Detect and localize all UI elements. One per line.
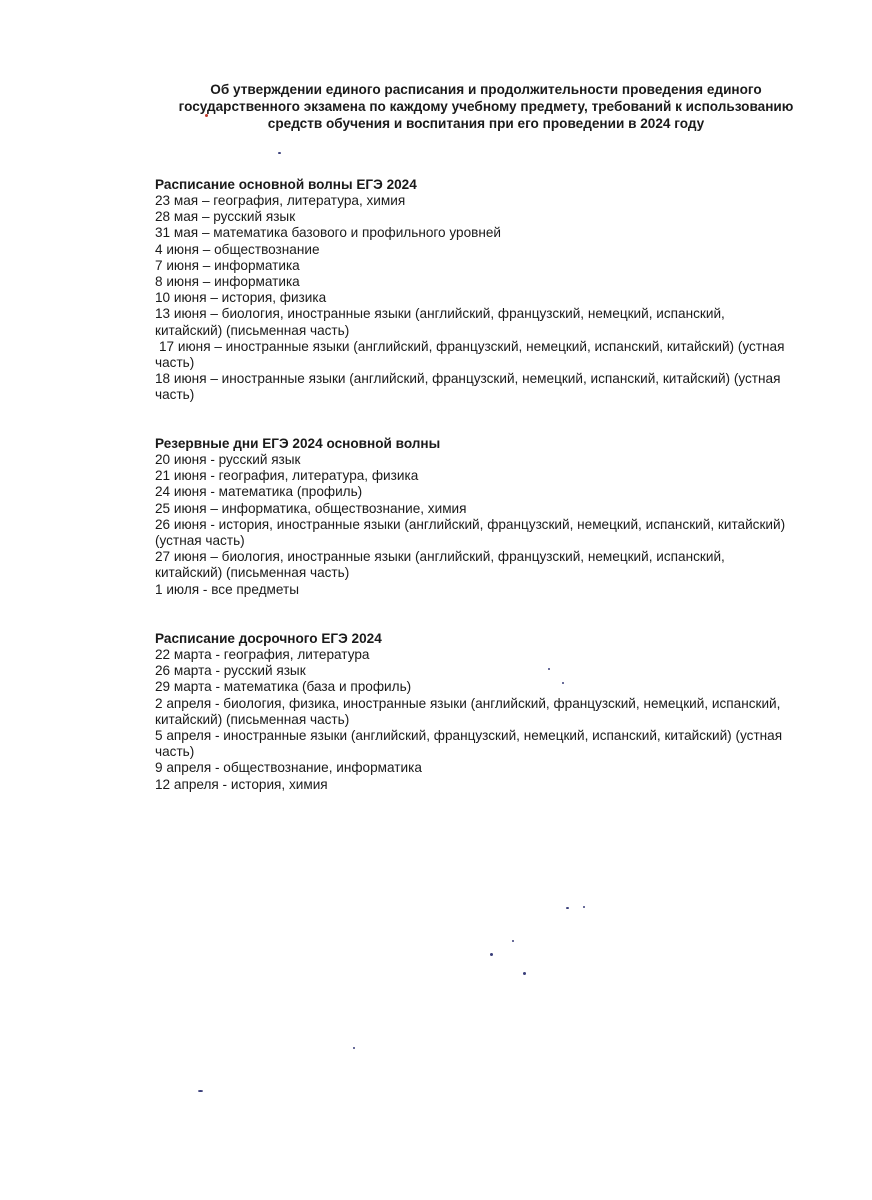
reserve-days-section [155, 436, 820, 598]
scan-speck [353, 1047, 355, 1049]
schedule-line: 17 июня – иностранные языки (английский, французский, немецкий, испанский, китайский) (устная [159, 338, 785, 354]
scan-speck [512, 940, 514, 942]
schedule-line: 1 июля - все предметы [155, 581, 299, 597]
schedule-line: 10 июня – история, физика [155, 290, 327, 306]
scan-speck [566, 907, 569, 909]
scan-speck [278, 152, 281, 154]
scan-speck [583, 906, 585, 908]
schedule-line: китайский) (письменная часть) [155, 565, 350, 581]
schedule-line: 28 мая – русский язык [155, 209, 296, 225]
main-wave-section [155, 177, 820, 404]
scan-speck [562, 682, 564, 684]
title-line: Об утверждении единого расписания и продолжительности проведения единого [210, 82, 762, 97]
schedule-line: 18 июня – иностранные языки (английский, французский, немецкий, испанский, китайский) (устная [155, 371, 781, 387]
scan-speck [548, 668, 550, 670]
section-heading: Резервные дни ЕГЭ 2024 основной волны [155, 436, 441, 451]
schedule-line: китайский) (письменная часть) [155, 322, 350, 338]
schedule-line: 24 июня - математика (профиль) [155, 484, 363, 500]
schedule-line: 22 марта - география, литература [155, 647, 370, 662]
schedule-line: 27 июня – биология, иностранные языки (английский, французский, немецкий, испанский, [155, 549, 725, 565]
schedule-line: 23 мая – география, литература, химия [155, 193, 406, 208]
schedule-line: (устная часть) [155, 533, 245, 549]
schedule-line: часть) [155, 355, 195, 371]
scan-speck [198, 1090, 203, 1092]
schedule-line: 4 июня – обществознание [155, 241, 320, 257]
scan-speck [205, 114, 208, 117]
schedule-line: 12 апреля - история, химия [155, 776, 328, 792]
schedule-line: 7 июня – информатика [155, 257, 300, 273]
schedule-line: 26 марта - русский язык [155, 663, 306, 679]
title-line: государственного экзамена по каждому учебному предмету, требований к использованию [178, 99, 794, 114]
scan-speck [490, 953, 493, 956]
schedule-line: 21 июня - география, литература, физика [155, 468, 419, 484]
schedule-line: 5 апреля - иностранные языки (английский, французский, немецкий, испанский, китайский) (устная [155, 728, 783, 744]
document-title [150, 81, 822, 132]
schedule-line: 26 июня - история, иностранные языки (английский, французский, немецкий, испанский, китайский) [155, 516, 786, 532]
schedule-line: 29 марта - математика (база и профиль) [155, 679, 412, 695]
schedule-line: 8 июня – информатика [155, 274, 300, 290]
section-heading: Расписание досрочного ЕГЭ 2024 [155, 631, 382, 646]
schedule-line: часть) [155, 744, 195, 760]
title-line: средств обучения и воспитания при его проведении в 2024 году [267, 116, 705, 131]
schedule-line: 13 июня – биология, иностранные языки (английский, французский, немецкий, испанский, [155, 306, 725, 322]
schedule-line: 9 апреля - обществознание, информатика [155, 760, 422, 776]
scan-speck [523, 972, 526, 975]
early-wave-section [155, 631, 820, 793]
schedule-line: 31 мая – математика базового и профильного уровней [155, 225, 502, 241]
section-heading: Расписание основной волны ЕГЭ 2024 [155, 177, 417, 192]
schedule-line: китайский) (письменная часть) [155, 711, 350, 727]
schedule-line: 25 июня – информатика, обществознание, химия [155, 500, 467, 516]
schedule-line: 20 июня - русский язык [155, 452, 301, 467]
schedule-line: 2 апреля - биология, физика, иностранные языки (английский, французский, немецкий, испанский, [155, 695, 781, 711]
schedule-line: часть) [155, 387, 195, 403]
